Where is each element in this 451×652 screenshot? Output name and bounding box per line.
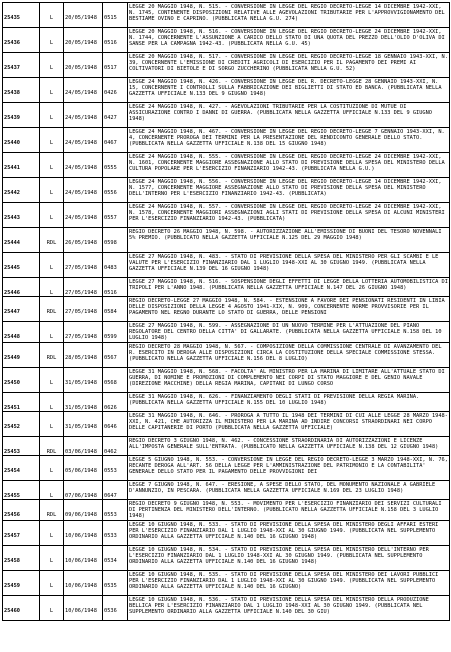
law-number-cell: 25456	[3, 500, 40, 520]
law-number-cell: 25439	[3, 103, 40, 128]
law-type-cell: L	[40, 3, 64, 28]
law-number-cell: 25447	[3, 297, 40, 322]
law-number-cell: 25460	[3, 595, 40, 620]
law-type-cell: L	[40, 392, 64, 411]
law-type-cell: L	[40, 595, 64, 620]
law-code-cell: 0426	[103, 78, 128, 103]
law-description-cell: LEGGE 24 MAGGIO 1948, N. 467. - CONVERSIONE IN LEGGE DEL REGIO DECRETO-LEGGE 7 GENNAIO 1943-XXI, N. 4, CONCERNENTE PROROGA DEI TERMINI PER LA PRESENTAZIONE DEL RENDICONTO GENERALE DELLO STATO. (PUBBLICATA NELLA GAZZETTA UFFICIALE N.138 DEL 15 GIUGNO 1948)	[128, 128, 450, 153]
law-code-cell: 0534	[103, 545, 128, 570]
law-date-cell: 26/05/1948	[64, 228, 103, 253]
law-date-cell: 10/06/1948	[64, 545, 103, 570]
law-date-cell: 27/05/1948	[64, 322, 103, 342]
table-row	[3, 520, 450, 545]
law-description-cell: REGIO DECRETO 26 MAGGIO 1948, N. 598. - AUTORIZZAZIONE ALL'EMISSIONE DI BUONI DEL TESORO NOVENNALI 5% PREMIO. (PUBBLICATO NELLA GAZZETTA UFFICIALE N.125 DEL 29 MAGGIO 1948)	[128, 228, 450, 253]
table-row	[3, 253, 450, 278]
law-date-cell: 20/05/1948	[64, 53, 103, 78]
law-number-cell: 25452	[3, 411, 40, 436]
law-code-cell: 0467	[103, 128, 128, 153]
law-code-cell: 0516	[103, 28, 128, 53]
law-code-cell: 0598	[103, 228, 128, 253]
law-type-cell: L	[40, 480, 64, 499]
laws-table-body	[3, 3, 450, 621]
law-description-cell: LEGGE 31 MAGGIO 1948, N. 568. - FACOLTA' AL MINISTRO PER LA MARINA DI LIMITARE ALL'ATTUALE STATO DI GUERRA, DI NOMINE E PROMOZIONI DI COMPLEMENTO NEI CORPI DI STATO MAGGIORE E DEL GENIO NAVALE (DIREZIONE MACCHINE) DELLA REGIA MARINA, CAPITANI DI LUNGO CORSO	[128, 367, 450, 392]
law-code-cell: 0462	[103, 436, 128, 455]
law-type-cell: L	[40, 520, 64, 545]
law-date-cell: 24/05/1948	[64, 153, 103, 178]
law-type-cell: L	[40, 103, 64, 128]
law-description-cell: LEGGE 24 MAGGIO 1948, N. 426. - CONVERSIONE IN LEGGE DEL R. DECRETO-LEGGE 28 GENNAIO 1943-XXI, N. 15, CONCERNENTE I CONTROLLI SULLA FABBRICAZIONE DEI BIGLIETTI DI STATO ED BANCA. (PUBBLICATA NELLA GAZZETTA UFFICIALE N.133 DEL 9 GIUGNO 1948)	[128, 78, 450, 103]
law-type-cell: L	[40, 153, 64, 178]
law-type-cell: L	[40, 78, 64, 103]
laws-table	[2, 2, 450, 621]
table-row	[3, 28, 450, 53]
law-number-cell: 25437	[3, 53, 40, 78]
law-code-cell: 0515	[103, 3, 128, 28]
law-description-cell: REGIO DECRETO 9 GIUGNO 1948, N. 553. - MOVIMENTO PER L'ESERCIZIO FINANZIARIO DEI SERVIZI CULTURALI DI PERTINENZA DEL MINISTERO DELL'INTERNO. (PUBBLICATO NELLA GAZZETTA UFFICIALE N.158 DEL 3 LUGLIO 1948)	[128, 500, 450, 520]
law-date-cell: 20/05/1948	[64, 3, 103, 28]
law-date-cell: 10/06/1948	[64, 520, 103, 545]
law-number-cell: 25451	[3, 392, 40, 411]
table-row	[3, 203, 450, 228]
law-code-cell: 0555	[103, 153, 128, 178]
law-description-cell: LEGGE 24 MAGGIO 1948, N. 427. - AGEVOLAZIONI TRIBUTARIE PER LA COSTITUZIONE DI MUTUE DI ASSICURAZIONE CONTRO I DANNI DI GUERRA. (PUBBLICATA NELLA GAZZETTA UFFICIALE N.133 DEL 9 GIUGNO 1948)	[128, 103, 450, 128]
law-code-cell: 0533	[103, 520, 128, 545]
law-date-cell: 07/06/1948	[64, 480, 103, 499]
table-row	[3, 178, 450, 203]
law-date-cell: 24/05/1948	[64, 178, 103, 203]
law-number-cell: 25457	[3, 520, 40, 545]
law-number-cell: 25443	[3, 203, 40, 228]
law-number-cell: 25455	[3, 480, 40, 499]
table-row	[3, 228, 450, 253]
law-description-cell: LEGGE 20 MAGGIO 1948, N. 517. - CONVERSIONE IN LEGGE DEL REGIO DECRETO-LEGGE 18 GENNAIO 1943-XXI, N. 39, CONCERNENTE L'EMISSIONE DI CREDITI AGRICOLI DI ESERCIZIO PER IL PAGAMENTO DEI PREMI AI COLTIVATORI DI BIETOLE E DI SORGO ZUCCHERINO (PUBBLICATA NELLA G.U. 52)	[128, 53, 450, 78]
law-description-cell: LEGGE 27 MAGGIO 1948, N. 599. - ASSEGNAZIONE DI UN NUOVO TERMINE PER L'ATTUAZIONE DEL PIANO REGOLATORE DEL CENTRO DELLA CITTA' DI GALLARATE. (PUBBLICATA NELLA GAZZETTA UFFICIALE N.158 DEL 10 LUGLIO 1948)	[128, 322, 450, 342]
law-type-cell: L	[40, 28, 64, 53]
law-code-cell: 0556	[103, 178, 128, 203]
law-description-cell: LEGGE 20 MAGGIO 1948, N. 515. - CONVERSIONE IN LEGGE DEL REGIO DECRETO-LEGGE 14 DICEMBRE 1942-XXI, N. 1745, CONTENENTE DISPOSIZIONI RELATIVE ALLE AGEVOLAZIONI TRIBUTARIE PER L'APPROVVIGIONAMENTO DEL BESTIAME OVINO E CAPRINO. (PUBBLICATA NELLA G.U. 274)	[128, 3, 450, 28]
law-type-cell: L	[40, 53, 64, 78]
law-code-cell: 0568	[103, 367, 128, 392]
table-row	[3, 103, 450, 128]
law-code-cell: 0553	[103, 500, 128, 520]
table-row	[3, 78, 450, 103]
table-row	[3, 480, 450, 499]
law-date-cell: 09/06/1948	[64, 500, 103, 520]
law-type-cell: L	[40, 278, 64, 297]
law-number-cell: 25448	[3, 322, 40, 342]
law-date-cell: 10/06/1948	[64, 595, 103, 620]
law-code-cell: 0557	[103, 203, 128, 228]
law-number-cell: 25442	[3, 178, 40, 203]
law-number-cell: 25459	[3, 570, 40, 595]
law-type-cell: RDL	[40, 436, 64, 455]
law-number-cell: 25441	[3, 153, 40, 178]
table-row	[3, 500, 450, 520]
law-type-cell: L	[40, 253, 64, 278]
law-date-cell: 24/05/1948	[64, 78, 103, 103]
law-number-cell: 25444	[3, 228, 40, 253]
law-date-cell: 03/06/1948	[64, 436, 103, 455]
law-description-cell: LEGGE 20 MAGGIO 1948, N. 516. - CONVERSIONE IN LEGGE DEL REGIO DECRETO-LEGGE 24 DICEMBRE 1942-XXI, N. 1744, CONCERNENTE L'ASSUNZIONE A CARICO DELLO STATO DI UNA QUOTA DEL PREZZO DELL'OLIO D'OLIVA DI SANSE PER LA CAMPAGNA 1942-43. (PUBBLICATA NELLA G.U. 45)	[128, 28, 450, 53]
law-type-cell: L	[40, 545, 64, 570]
law-date-cell: 31/05/1948	[64, 411, 103, 436]
law-type-cell: L	[40, 322, 64, 342]
table-row	[3, 53, 450, 78]
table-row	[3, 392, 450, 411]
law-description-cell: LEGGE 10 GIUGNO 1948, N. 534. - STATO DI PREVISIONE DELLA SPESA DEL MINISTERO DELL'INTERNO PER L'ESERCIZIO FINANZIARIO DAL 1 LUGLIO 1948-XXI AL 30 GIUGNO 1949. (PUBBLICATA NEL SUPPLEMENTO ORDINARIO ALLA GAZZETTA UFFICIALE N.140 DEL 16 GIUGNO 1948)	[128, 545, 450, 570]
table-row	[3, 342, 450, 367]
table-row	[3, 545, 450, 570]
table-row	[3, 128, 450, 153]
law-number-cell: 25445	[3, 253, 40, 278]
law-description-cell: REGIO DECRETO-LEGGE 27 MAGGIO 1948, N. 584. - ESTENSIONE A FAVORE DEI PENSIONATI RESIDENTI IN LIBIA DELLE DISPOSIZIONI DELLA LEGGE 4 AGOSTO 1941-XIX, N. 909, CONCERNENTE NORME PROVVISORIE PER IL PAGAMENTO NEL REGNO DURANTE LO STATO DI GUERRA, DELLE PENSIONI	[128, 297, 450, 322]
law-code-cell: 0647	[103, 480, 128, 499]
table-row	[3, 436, 450, 455]
law-code-cell: 0599	[103, 322, 128, 342]
law-date-cell: 31/05/1948	[64, 392, 103, 411]
law-code-cell: 0516	[103, 278, 128, 297]
law-code-cell: 0584	[103, 297, 128, 322]
law-description-cell: LEGGE 24 MAGGIO 1948, N. 555. - CONVERSIONE IN LEGGE DEL REGIO DECRETO-LEGGE 24 DICEMBRE 1942-XXI, N. 1601, CONCERNENTE MAGGIORE ASSEGNAZIONE ALLO STATO DI PREVISIONE DELLA SPESA DEL MINISTERO DELLA CULTURA POPOLARE PER L'ESERCIZIO FINANZIARIO 1942-43. (PUBBLICATA NELLA G.U.)	[128, 153, 450, 178]
law-date-cell: 28/05/1948	[64, 342, 103, 367]
law-number-cell: 25440	[3, 128, 40, 153]
law-number-cell: 25446	[3, 278, 40, 297]
law-type-cell: L	[40, 570, 64, 595]
law-code-cell: 0483	[103, 253, 128, 278]
table-row	[3, 297, 450, 322]
law-type-cell: RDL	[40, 297, 64, 322]
law-code-cell: 0536	[103, 595, 128, 620]
law-description-cell: LEGGE 24 MAGGIO 1948, N. 556. - CONVERSIONE IN LEGGE DEL REGIO DECRETO-LEGGE 14 DICEMBRE 1942-XXI, N. 1577, CONCERNENTE MAGGIORE ASSEGNAZIONE ALLO STATO DI PREVISIONE DELLA SPESA DEL MINISTERO DELL'INTERNO PER L'ESERCIZIO FINANZIARIO 1942-43. (PUBBLICATA)	[128, 178, 450, 203]
law-description-cell: LEGGE 27 MAGGIO 1948, N. 483. - STATO DI PREVISIONE DELLA SPESA DEL MINISTERO PER GLI SCAMBI E LE VALUTE PER L'ESERCIZIO FINANZIARIO DAL 1 LUGLIO 1948-XXI AL 30 GIUGNO 1949. (PUBBLICATA NELLA GAZZETTA UFFICIALE N.139 DEL 16 GIUGNO 1948)	[128, 253, 450, 278]
law-type-cell: L	[40, 178, 64, 203]
law-number-cell: 25454	[3, 455, 40, 480]
law-code-cell: 0535	[103, 570, 128, 595]
law-type-cell: RDL	[40, 500, 64, 520]
law-date-cell: 24/05/1948	[64, 203, 103, 228]
law-description-cell: LEGGE 7 GIUGNO 1948, N. 647. - ERESIONE, A SPESE DELLO STATO, DEL MONUMENTO NAZIONALE A GABRIELE D'ANNUNZIO, IN PESCARA. (PUBBLICATA NELLA GAZZETTA UFFICIALE N.169 DEL 23 LUGLIO 1948)	[128, 480, 450, 499]
law-date-cell: 20/05/1948	[64, 28, 103, 53]
table-row	[3, 455, 450, 480]
table-row	[3, 3, 450, 28]
law-date-cell: 31/05/1948	[64, 367, 103, 392]
law-description-cell: LEGGE 10 GIUGNO 1948, N. 533. - STATO DI PREVISIONE DELLA SPESA DEL MINISTERO DEGLI AFFARI ESTERI PER L'ESERCIZIO FINANZIARIO DAL 1 LUGLIO 1948-XXI AL 30 GIUGNO 1949. (PUBBLICATA NEL SUPPLEMENTO ORDINARIO ALLA GAZZETTA UFFICIALE N.140 DEL 16 GIUGNO 1948)	[128, 520, 450, 545]
law-type-cell: RDL	[40, 228, 64, 253]
table-row	[3, 595, 450, 620]
law-description-cell: LEGGE 24 MAGGIO 1948, N. 557. - CONVERSIONE IN LEGGE DEL REGIO DECRETO-LEGGE 24 DICEMBRE 1942-XXI, N. 1578, CONCERNENTE MAGGIORI ASSEGNAZIONI AGLI STATI DI PREVISIONE DELLA SPESA DI ALCUNI MINISTERI PER L'ESERCIZIO FINANZIARIO 1942-43. (PUBBLICATA)	[128, 203, 450, 228]
law-type-cell: L	[40, 455, 64, 480]
law-type-cell: L	[40, 367, 64, 392]
law-type-cell: RDL	[40, 342, 64, 367]
law-description-cell: LEGGE 31 MAGGIO 1948, N. 646. - PROROGA A TUTTO IL 1948 DEI TERMINI DI CUI ALLE LEGGE 28 MARZO 1948-XXI, N. 421, CHE AUTORIZZA IL MINISTERO PER LA MARINA AD INDIRE CONCORSI STRAORDINARI NEI CORPO DELLE CAPITANERIE DI PORTO (PUBBLICATA NELLA GAZZETTA UFFICIALE)	[128, 411, 450, 436]
law-number-cell: 25436	[3, 28, 40, 53]
table-row	[3, 153, 450, 178]
law-description-cell: LEGGE 27 MAGGIO 1948, N. 516. - SOSPENSIONE DEGLI EFFETTI DI LEGGE DELLA LOTTERIA AUTOMOBILISTICA DI TRIPOLI PER L'ANNO 1948. (PUBBLICATA NELLA GAZZETTA UFFICIALE N.147 DEL 26 GIUGNO 1948)	[128, 278, 450, 297]
law-type-cell: L	[40, 203, 64, 228]
law-date-cell: 27/05/1948	[64, 278, 103, 297]
law-description-cell: LEGGE 10 GIUGNO 1948, N. 535. - STATO DI PREVISIONE DELLA SPESA DEL MINISTERO DEI LAVORI PUBBLICI PER L'ESERCIZIO FINANZIARIO DAL 1 LUGLIO 1948-XXI AL 30 GIUGNO 1949. (PUBBLICATA NEL SUPPLEMENTO ORDINARIO ALLA GAZZETTA UFFICIALE N.140 DEL 16 GIUGNO)	[128, 570, 450, 595]
law-description-cell: REGIO DECRETO 28 MAGGIO 1948, N. 567. - COMPOSIZIONE DELLA COMMISSIONE CENTRALE DI AVANZAMENTO DEL R. ESERCITO IN DEROGA ALLE DISPOSIZIONI CIRCA LA COSTITUZIONE DELLA SPECIALE COMMISSIONE STESSA. (PUBBLICATO NELLA GAZZETTA UFFICIALE N.156 DEL 8 LUGLIO)	[128, 342, 450, 367]
law-number-cell: 25458	[3, 545, 40, 570]
table-row	[3, 367, 450, 392]
law-date-cell: 10/06/1948	[64, 570, 103, 595]
law-code-cell: 0626	[103, 392, 128, 411]
law-number-cell: 25435	[3, 3, 40, 28]
table-row	[3, 570, 450, 595]
law-code-cell: 0517	[103, 53, 128, 78]
law-description-cell: LEGGE 5 GIUGNO 1948, N. 553. - CONVERSIONE IN LEGGE DEL REGIO DECRETO-LEGGE 3 MARZO 1948-XXI, N. 76, RECANTE DEROGA ALL'ART. 56 DELLA LEGGE PER L'AMMINISTRAZIONE DEL PATRIMONIO E LA CONTABILITA' GENERALE DELLO STATO PER IL PAGAMENTO DELLE PROVVIGIONI DEI	[128, 455, 450, 480]
law-number-cell: 25449	[3, 342, 40, 367]
law-description-cell: LEGGE 10 GIUGNO 1948, N. 536. - STATO DI PREVISIONE DELLA SPESA DEL MINISTERO DELLA PRODUZIONE BELLICA PER L'ESERCIZIO FINANZIARIO DAL 1 LUGLIO 1948-XXI AL 30 GIUGNO 1949. (PUBBLICATA NEL SUPPLEMENTO ORDINARIO ALLA GAZZETTA UFFICIALE N.140 DEL 30 GIU)	[128, 595, 450, 620]
law-date-cell: 27/05/1948	[64, 253, 103, 278]
law-date-cell: 27/05/1948	[64, 297, 103, 322]
law-number-cell: 25453	[3, 436, 40, 455]
law-number-cell: 25438	[3, 78, 40, 103]
law-type-cell: L	[40, 411, 64, 436]
law-type-cell: L	[40, 128, 64, 153]
table-row	[3, 278, 450, 297]
law-code-cell: 0567	[103, 342, 128, 367]
law-description-cell: REGIO DECRETO 3 GIUGNO 1948, N. 462. - CONCESSIONE STRAORDINARIA DI AUTORIZZAZIONI E LICENZE ALL'IMPOSTA GENERALE SULL'ENTRATA. (PUBBLICATO NELLA GAZZETTA UFFICIALE N.138 DEL 12 GIUGNO 1948)	[128, 436, 450, 455]
law-code-cell: 0427	[103, 103, 128, 128]
law-code-cell: 0553	[103, 455, 128, 480]
law-number-cell: 25450	[3, 367, 40, 392]
law-code-cell: 0646	[103, 411, 128, 436]
table-row	[3, 322, 450, 342]
law-date-cell: 05/06/1948	[64, 455, 103, 480]
law-description-cell: LEGGE 31 MAGGIO 1948, N. 626. - FINANZIAMENTO DEGLI STATI DI PREVISIONE DELLA REGIA MARINA. (PUBBLICATA NELLA GAZZETTA UFFICIALE N.155 DEL 10 LUGLIO 1948)	[128, 392, 450, 411]
law-date-cell: 24/05/1948	[64, 103, 103, 128]
table-row	[3, 411, 450, 436]
law-date-cell: 24/05/1948	[64, 128, 103, 153]
